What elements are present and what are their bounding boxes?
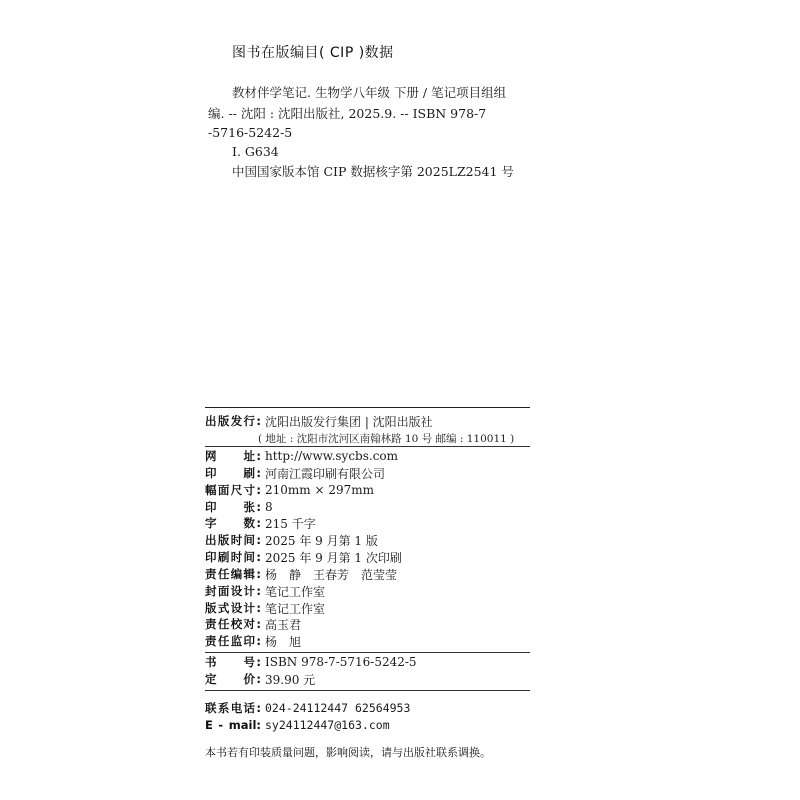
cip-line-imprint: 编. -- 沈阳 : 沈阳出版社, 2025.9. -- ISBN 978-7	[208, 106, 487, 121]
publisher-label: 出版发行:	[205, 414, 261, 428]
detail-label: 字 数:	[205, 516, 261, 530]
email-row	[205, 716, 390, 734]
cip-line-record-number: 中国国家版本馆 CIP 数据核字第 2025LZ2541 号	[232, 164, 514, 179]
divider-contact	[205, 690, 530, 691]
detail-value: 杨 旭	[265, 634, 302, 649]
cip-line-isbn-tail: -5716-5242-5	[208, 125, 293, 140]
detail-value: 河南江霞印刷有限公司	[265, 466, 386, 481]
detail-label: 印刷时间:	[205, 550, 261, 564]
phone-value: 024-24112447 62564953	[265, 701, 411, 715]
detail-row	[205, 464, 385, 482]
detail-label: 责任编辑:	[205, 567, 261, 581]
detail-row	[205, 565, 397, 583]
detail-label: 封面设计:	[205, 584, 261, 598]
cip-line-title: 教材伴学笔记. 生物学八年级 下册 / 笔记项目组组	[232, 85, 507, 100]
phone-row	[205, 699, 410, 717]
cip-heading: 图书在版编目( CIP )数据	[232, 45, 394, 61]
detail-row	[205, 582, 325, 600]
detail-value: 笔记工作室	[265, 584, 326, 599]
detail-row	[205, 514, 316, 532]
detail-value: 215 千字	[265, 516, 316, 531]
detail-label: 网 址:	[205, 449, 261, 463]
detail-row	[205, 481, 374, 499]
detail-value: 笔记工作室	[265, 601, 326, 616]
publisher-row	[205, 412, 433, 430]
detail-value: 2025 年 9 月第 1 次印刷	[265, 550, 402, 565]
isbn-value: ISBN 978-7-5716-5242-5	[265, 655, 417, 669]
detail-row	[205, 615, 301, 633]
detail-label: 版式设计:	[205, 601, 261, 615]
detail-value: 2025 年 9 月第 1 版	[265, 533, 378, 548]
detail-label: 出版时间:	[205, 533, 261, 547]
detail-label: 责任监印:	[205, 634, 261, 648]
footer-note: 本书若有印装质量问题，影响阅读，请与出版社联系调换。	[205, 746, 491, 759]
detail-value: 8	[265, 500, 273, 514]
detail-value: 210mm × 297mm	[265, 483, 375, 497]
detail-value: 杨 静 王春芳 范莹莹	[265, 567, 398, 582]
email-value: sy24112447@163.com	[265, 718, 390, 732]
divider-top	[205, 407, 530, 408]
isbn-row	[205, 653, 417, 671]
detail-value: 高玉君	[265, 617, 302, 632]
detail-label: 印 刷:	[205, 466, 261, 480]
detail-row	[205, 447, 398, 465]
email-label: E - mail:	[205, 718, 261, 732]
detail-row	[205, 531, 378, 549]
price-value: 39.90 元	[265, 672, 316, 687]
phone-label: 联系电话:	[205, 701, 261, 715]
isbn-label: 书 号:	[205, 655, 261, 669]
price-label: 定 价:	[205, 672, 261, 686]
price-row	[205, 670, 315, 688]
detail-row	[205, 632, 301, 650]
publisher-value: 沈阳出版发行集团 | 沈阳出版社	[265, 414, 433, 429]
address-note: ( 地址 : 沈阳市沈河区南翰林路 10 号 邮编 : 110011 )	[258, 433, 515, 445]
website-value: http://www.sycbs.com	[265, 449, 399, 463]
detail-label: 责任校对:	[205, 617, 261, 631]
detail-label: 印 张:	[205, 500, 261, 514]
cip-line-classification: Ⅰ. G634	[232, 144, 279, 159]
detail-label: 幅面尺寸:	[205, 483, 261, 497]
detail-row	[205, 548, 402, 566]
